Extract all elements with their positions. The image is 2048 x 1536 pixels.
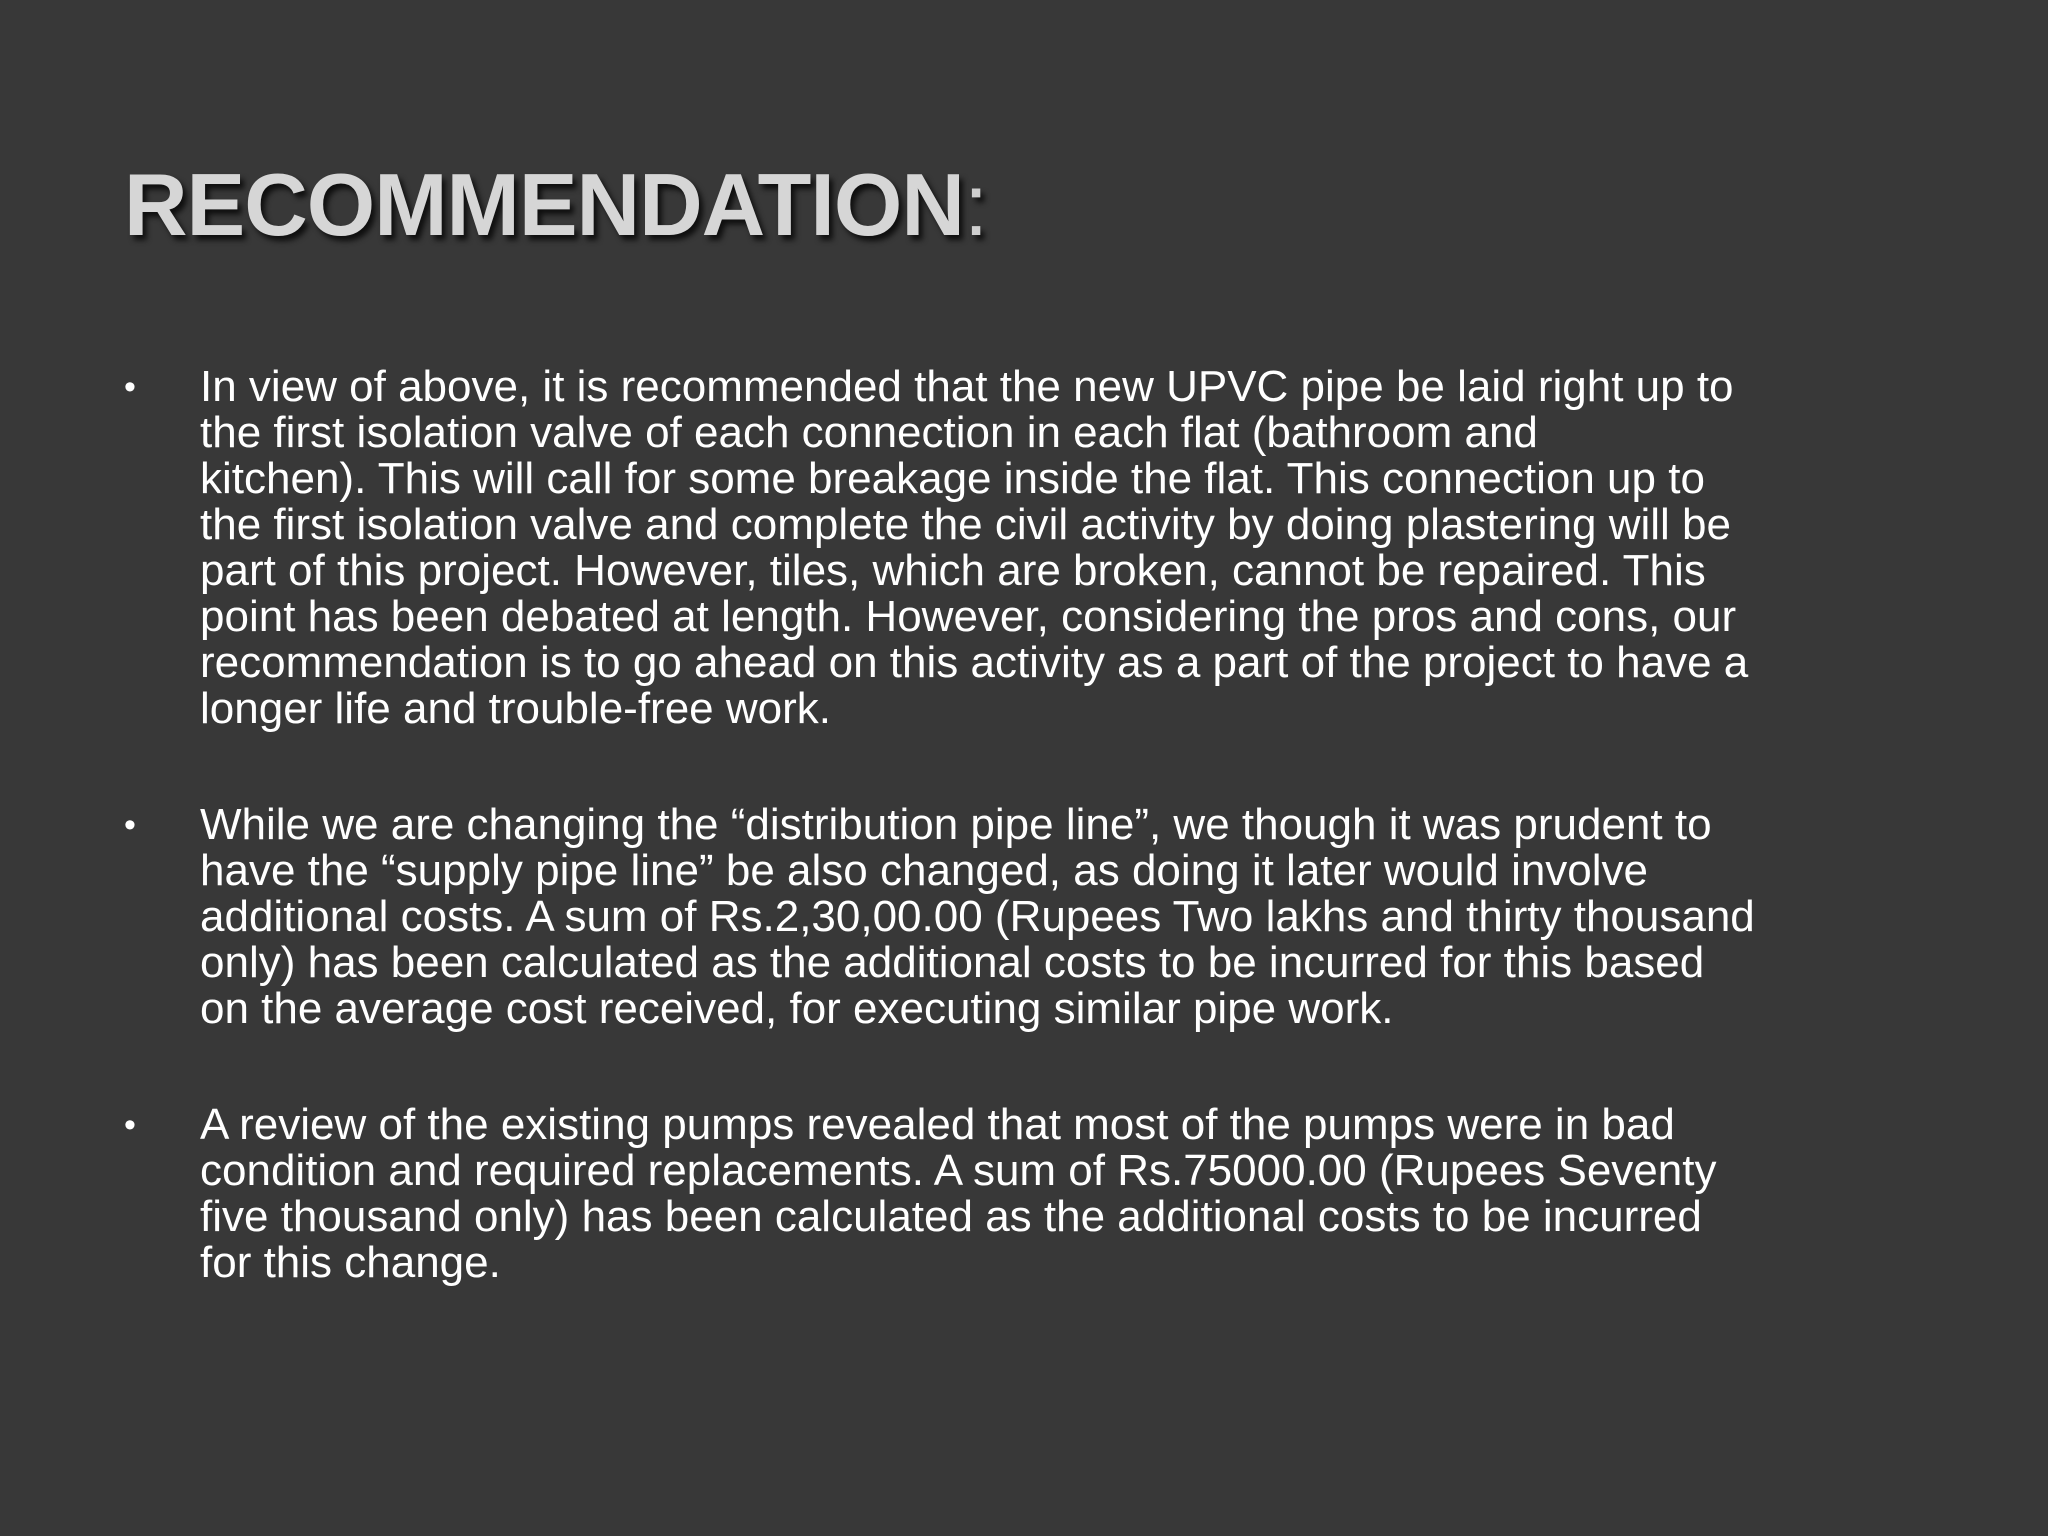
bullet-text: A review of the existing pumps revealed that most of the pumps were in bad condition and required replacements. A sum of Rs.75000.00 (Rupees Seventy five thousand only) has been calculated as the additional costs to be incurred for this change.	[200, 1100, 1717, 1287]
bullet-dot-icon: •	[124, 806, 136, 844]
bullet-dot-icon: •	[124, 1106, 136, 1144]
bullet-item-pumps	[124, 1102, 1924, 1286]
bullet-dot-icon: •	[124, 368, 136, 406]
bullet-list	[124, 364, 1924, 1286]
slide-title-colon: :	[963, 155, 988, 254]
bullet-item-pipe-laying	[124, 364, 1924, 732]
slide-title-text: RECOMMENDATION	[124, 155, 964, 254]
bullet-text: While we are changing the “distribution pipe line”, we though it was prudent to have the “supply pipe line” be also changed, as doing it later would involve additional costs. A sum of Rs.2,30,00.00 (Rupees Two lakhs and thirty thousand only) has been calculated as the additional costs to be incurred for this based on the average cost received, for executing similar pipe work.	[200, 800, 1755, 1033]
slide-title	[124, 150, 987, 260]
bullet-text: In view of above, it is recommended that the new UPVC pipe be laid right up to the first isolation valve of each connection in each flat (bathroom and kitchen). This will call for some breakage inside the flat. This connection up to the first isolation valve and complete the civil activity by doing plastering will be part of this project. However, tiles, which are broken, cannot be repaired. This point has been debated at length. However, considering the pros and cons, our recommendation is to go ahead on this activity as a part of the project to have a longer life and trouble-free work.	[200, 362, 1749, 733]
bullet-item-supply-pipe	[124, 802, 1924, 1032]
